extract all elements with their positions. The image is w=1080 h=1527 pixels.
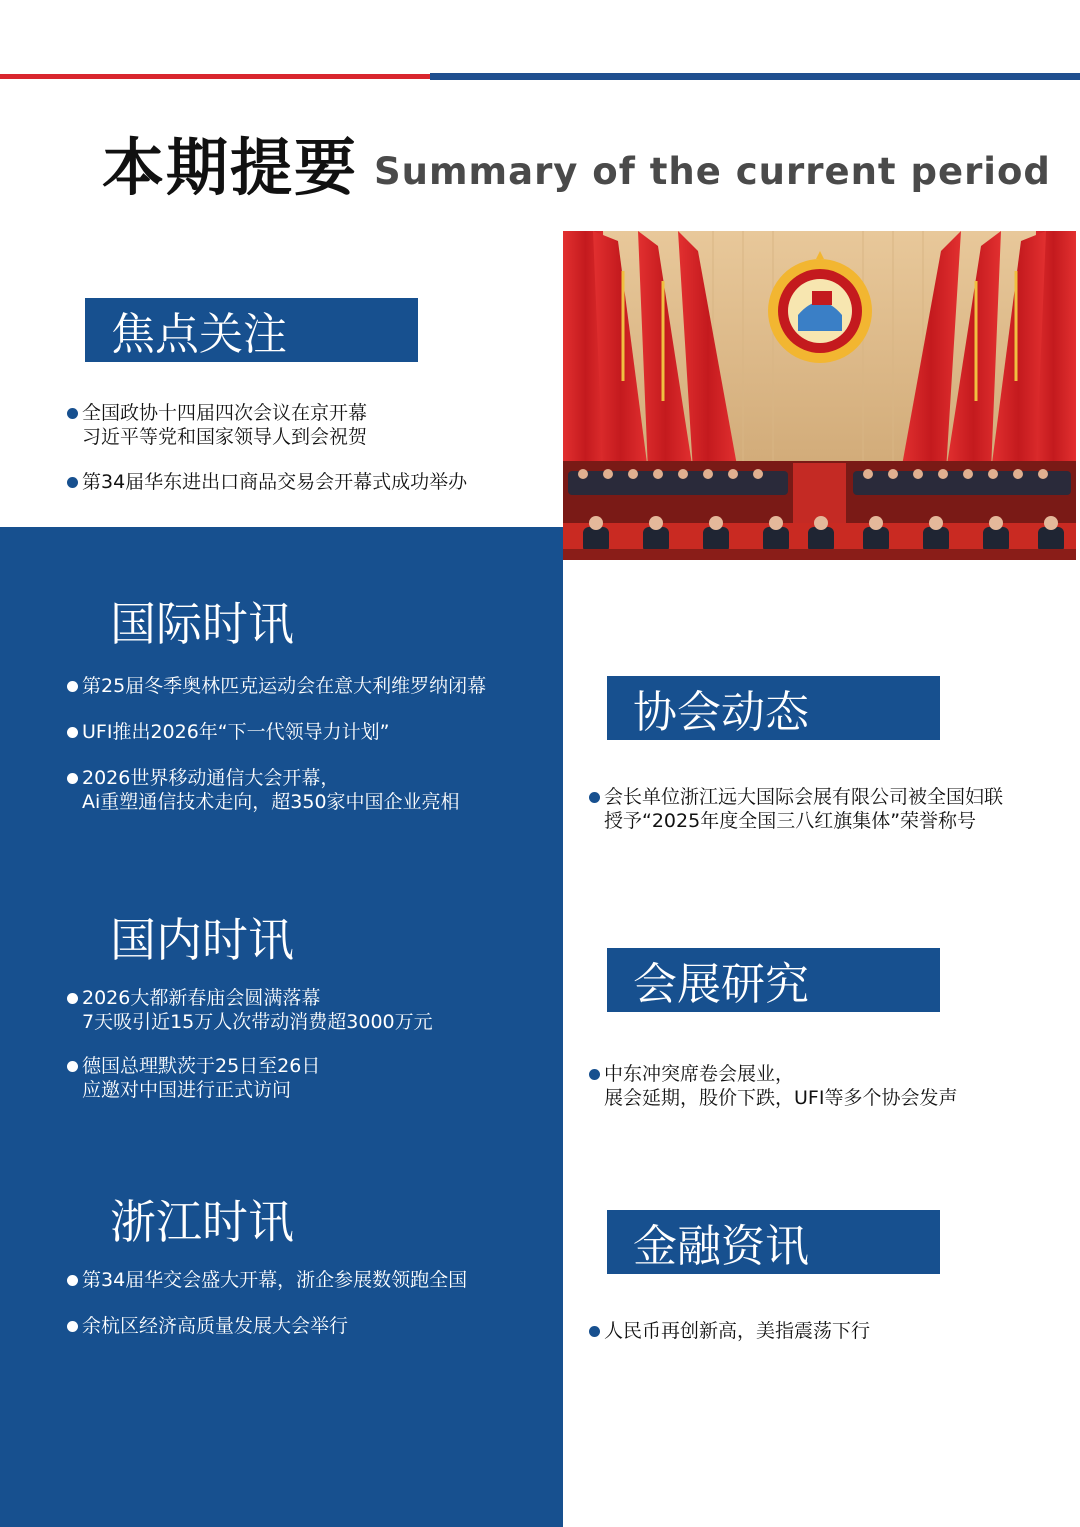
header-rule-blue <box>430 73 1080 80</box>
news-item-finance-1[interactable] <box>589 1319 870 1343</box>
news-item-international-3[interactable] <box>67 766 460 814</box>
news-item-domestic-2[interactable] <box>67 1054 320 1102</box>
section-tag-association: 协会动态 <box>607 676 940 740</box>
news-item-line: 7天吸引近15万人次带动消费超3000万元 <box>82 1011 433 1033</box>
news-item-line: 人民币再创新高，美指震荡下行 <box>604 1320 871 1342</box>
news-item-line: UFI推出2026年“下一代领导力计划” <box>82 721 390 743</box>
news-item-international-1[interactable] <box>67 674 486 698</box>
bullet-icon <box>589 1326 600 1337</box>
news-item-zhejiang-2[interactable] <box>67 1314 348 1338</box>
news-item-line: 第25届冬季奥林匹克运动会在意大利维罗纳闭幕 <box>82 675 487 697</box>
news-item-line: 授予“2025年度全国三八红旗集体”荣誉称号 <box>604 810 977 832</box>
bullet-icon <box>589 1069 600 1080</box>
bullet-icon <box>67 681 78 692</box>
news-item-line: 德国总理默茨于25日至26日 <box>82 1055 321 1077</box>
news-item-line: 2026世界移动通信大会开幕， <box>82 767 340 789</box>
news-item-line: 习近平等党和国家领导人到会祝贺 <box>82 426 368 448</box>
section-heading-domestic: 国内时讯 <box>110 913 294 967</box>
news-item-line: 第34届华交会盛大开幕，浙企参展数领跑全国 <box>82 1269 468 1291</box>
news-item-line: 全国政协十四届四次会议在京开幕 <box>82 402 368 424</box>
bullet-icon <box>589 792 600 803</box>
section-tag-focus: 焦点关注 <box>85 298 418 362</box>
news-item-line: 应邀对中国进行正式访问 <box>82 1079 292 1101</box>
bullet-icon <box>67 408 78 419</box>
news-item-international-2[interactable] <box>67 720 389 744</box>
section-tag-research: 会展研究 <box>607 948 940 1012</box>
bullet-icon <box>67 477 78 488</box>
news-item-line: 会长单位浙江远大国际会展有限公司被全国妇联 <box>604 786 1004 808</box>
news-item-focus-1[interactable] <box>67 401 367 449</box>
section-heading-international: 国际时讯 <box>110 597 294 651</box>
bullet-icon <box>67 1275 78 1286</box>
news-item-domestic-1[interactable] <box>67 986 433 1034</box>
bullet-icon <box>67 1321 78 1332</box>
news-item-association-1[interactable] <box>589 785 1003 833</box>
bullet-icon <box>67 773 78 784</box>
page-subtitle: Summary of the current period <box>374 150 1051 193</box>
news-item-research-1[interactable] <box>589 1062 957 1110</box>
bullet-icon <box>67 1061 78 1072</box>
news-item-line: 2026大都新春庙会圆满落幕 <box>82 987 321 1009</box>
news-item-line: 展会延期，股价下跌，UFI等多个协会发声 <box>604 1087 958 1109</box>
news-item-focus-2[interactable] <box>67 470 467 494</box>
page-title: 本期提要 <box>102 131 359 204</box>
news-item-zhejiang-1[interactable] <box>67 1268 467 1292</box>
header-rule-red <box>0 74 440 79</box>
news-item-line: Ai重塑通信技术走向，超350家中国企业亮相 <box>82 791 460 813</box>
congress-hall-photo <box>563 231 1076 560</box>
section-tag-finance: 金融资讯 <box>607 1210 940 1274</box>
news-item-line: 余杭区经济高质量发展大会举行 <box>82 1315 349 1337</box>
bullet-icon <box>67 727 78 738</box>
news-item-line: 中东冲突席卷会展业， <box>604 1063 795 1085</box>
bullet-icon <box>67 993 78 1004</box>
section-heading-zhejiang: 浙江时讯 <box>110 1195 294 1249</box>
news-item-line: 第34届华东进出口商品交易会开幕式成功举办 <box>82 471 468 493</box>
